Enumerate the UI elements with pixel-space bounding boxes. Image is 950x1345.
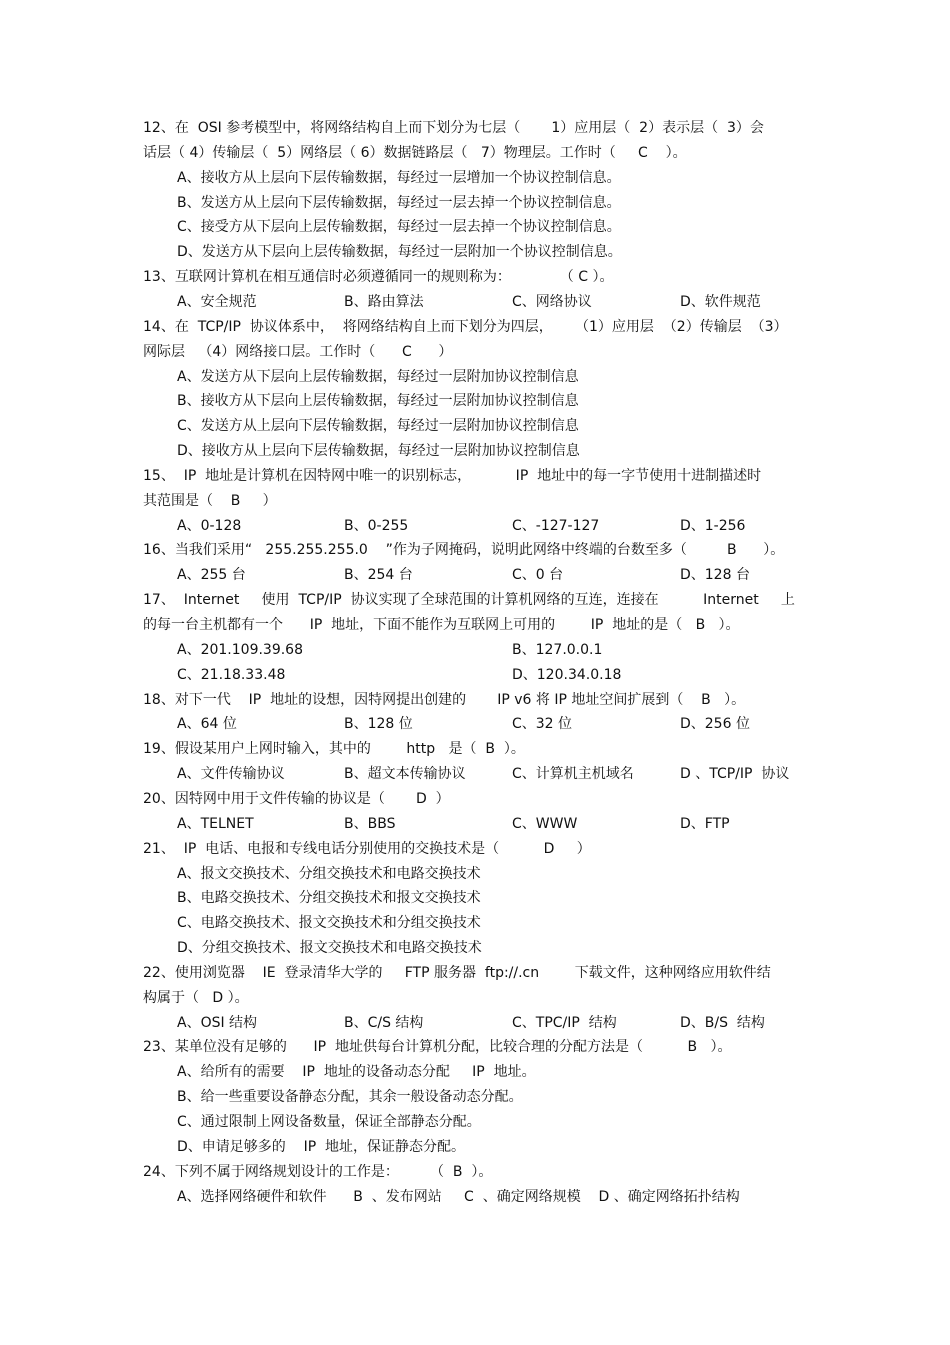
answer-option: B、给一些重要设备静态分配，其余一般设备动态分配。: [177, 1089, 523, 1106]
answer-option: A、TELNET: [177, 815, 254, 832]
answer-option: D、分组交换技术、报文交换技术和电路交换技术: [177, 940, 482, 957]
answer-option: A、发送方从下层向上层传输数据，每经过一层附加协议控制信息: [177, 368, 579, 385]
answer-option: B、接收方从下层向上层传输数据，每经过一层附加协议控制信息: [177, 393, 579, 410]
answer-option: A、文件传输协议: [177, 766, 285, 783]
answer-option: A、255 台: [177, 567, 246, 584]
answer-option: A、安全规范: [177, 293, 257, 310]
question-text: 24、下列不属于网络规划设计的工作是： （ B ）。: [143, 1163, 493, 1180]
answer-option: C、TPC/IP 结构: [512, 1014, 617, 1031]
answer-option: D、120.34.0.18: [512, 666, 622, 683]
answer-option: C、32 位: [512, 716, 573, 733]
answer-option: A、接收方从上层向下层传输数据，每经过一层增加一个协议控制信息。: [177, 169, 621, 186]
answer-option: B、128 位: [344, 716, 413, 733]
answer-option: C、21.18.33.48: [177, 666, 286, 683]
answer-option: D、FTP: [680, 815, 730, 832]
answer-option: C、网络协议: [512, 293, 592, 310]
question-text: 22、使用浏览器 IE 登录清华大学的 FTP 服务器 ftp://.cn 下载文件，这种网络应用软件结: [143, 964, 771, 981]
answer-option: C、WWW: [512, 815, 578, 832]
answer-option: D、接收方从上层向下层传输数据，每经过一层附加协议控制信息: [177, 443, 580, 460]
answer-option: A、给所有的需要 IP 地址的设备动态分配 IP 地址。: [177, 1064, 536, 1081]
question-text: 14、在 TCP/IP 协议体系中， 将网络结构自上而下划分为四层， （1）应用层 （2）传输层 （3）: [143, 318, 788, 335]
answer-option: C、计算机主机域名: [512, 766, 634, 783]
answer-option: A、64 位: [177, 716, 237, 733]
answer-option: D、B/S 结构: [680, 1014, 765, 1031]
answer-option: D、256 位: [680, 716, 750, 733]
answer-option: D、128 台: [680, 567, 750, 584]
answer-option: C、电路交换技术、报文交换技术和分组交换技术: [177, 915, 481, 932]
question-text: 话层（ 4）传输层（ 5）网络层（ 6）数据链路层（ 7）物理层。工作时（ C ）。: [143, 144, 687, 161]
answer-option: D 、TCP/IP 协议: [680, 766, 790, 783]
question-text: 其范围是（ B ）: [143, 492, 277, 509]
question-text: 17、 Internet 使用 TCP/IP 协议实现了全球范围的计算机网络的互连，连接在 Internet 上: [143, 592, 795, 609]
question-text: 13、互联网计算机在相互通信时必须遵循同一的规则称为： （ C ）。: [143, 269, 614, 286]
answer-option: B、超文本传输协议: [344, 766, 466, 783]
question-text: 21、 IP 电话、电报和专线电话分别使用的交换技术是（ D ）: [143, 840, 591, 857]
question-text: 的每一台主机都有一个 IP 地址，下面不能作为互联网上可用的 IP 地址的是（ B ）。: [143, 617, 740, 633]
answer-option: C、0 台: [512, 567, 564, 584]
answer-option: A、OSI 结构: [177, 1014, 258, 1031]
answer-option: C、通过限制上网设备数量，保证全部静态分配。: [177, 1114, 481, 1130]
answer-option: A、0-128: [177, 517, 242, 534]
question-text: 网际层 （4）网络接口层。工作时（ C ）: [143, 343, 453, 360]
answer-option: C、接受方从下层向上层传输数据，每经过一层去掉一个协议控制信息。: [177, 219, 621, 236]
answer-option: C、发送方从上层向下层传输数据，每经过一层附加协议控制信息: [177, 418, 579, 435]
question-text: 18、对下一代 IP 地址的设想，因特网提出创建的 IP v6 将 IP 地址空间扩展到（ B ）。: [143, 691, 746, 708]
answer-option: B、254 台: [344, 567, 413, 584]
question-text: 16、当我们采用“ 255.255.255.0 ”作为子网掩码，说明此网络中终端的台数至多（ B ）。: [143, 542, 785, 559]
answer-option: D、软件规范: [680, 293, 761, 310]
answer-option: D、发送方从下层向上层传输数据，每经过一层附加一个协议控制信息。: [177, 244, 622, 261]
question-text: 23、某单位没有足够的 IP 地址供每台计算机分配，比较合理的分配方法是（ B ）。: [143, 1039, 732, 1056]
question-text: 19、假设某用户上网时输入，其中的 http 是（ B ）。: [143, 741, 525, 758]
question-text: 20、因特网中用于文件传输的协议是（ D ）: [143, 790, 450, 807]
answer-option: B、0-255: [344, 517, 409, 534]
answer-option: A、选择网络硬件和软件 B 、发布网站 C 、确定网络规模 D 、确定网络拓扑结构: [177, 1188, 740, 1205]
answer-option: B、发送方从上层向下层传输数据，每经过一层去掉一个协议控制信息。: [177, 194, 621, 211]
answer-option: D、申请足够多的 IP 地址，保证静态分配。: [177, 1138, 466, 1155]
answer-option: B、127.0.0.1: [512, 641, 603, 658]
question-text: 15、 IP 地址是计算机在因特网中唯一的识别标志， IP 地址中的每一字节使用十进制描述时: [143, 467, 762, 484]
answer-option: A、报文交换技术、分组交换技术和电路交换技术: [177, 865, 481, 882]
answer-option: B、电路交换技术、分组交换技术和报文交换技术: [177, 890, 481, 907]
answer-option: B、C/S 结构: [344, 1014, 424, 1031]
answer-option: A、201.109.39.68: [177, 641, 303, 658]
question-text: 构属于（ D ）。: [143, 989, 249, 1006]
answer-option: B、路由算法: [344, 293, 424, 310]
answer-option: B、BBS: [344, 815, 396, 832]
answer-option: D、1-256: [680, 517, 746, 534]
question-text: 12、在 OSI 参考模型中，将网络结构自上而下划分为七层（ 1）应用层（ 2）表示层（ 3）会: [143, 120, 764, 136]
answer-option: C、-127-127: [512, 517, 600, 534]
